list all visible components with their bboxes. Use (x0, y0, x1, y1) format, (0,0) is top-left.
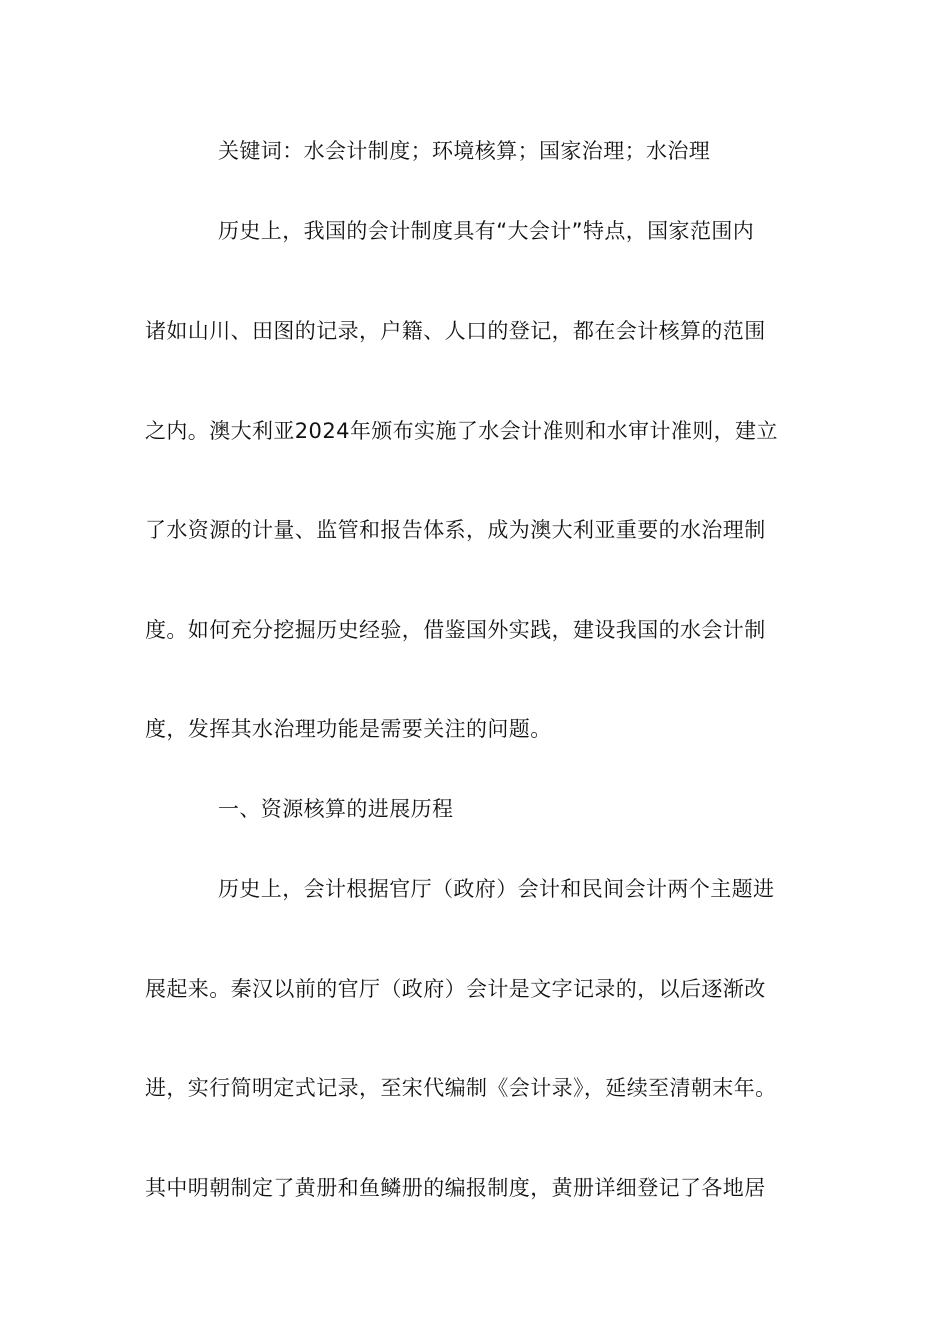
paragraph-line: 之内。澳大利亚2024年颁布实施了水会计准则和水审计准则，建立 (145, 419, 778, 443)
paragraph-line: 度，发挥其水治理功能是需要关注的问题。 (145, 717, 552, 741)
section-heading: 一、资源核算的进展历程 (218, 797, 454, 821)
paragraph-line: 诸如山川、田图的记录，户籍、人口的登记，都在会计核算的范围 (145, 319, 766, 343)
paragraph-line: 历史上，我国的会计制度具有“大会计”特点，国家范围内 (218, 219, 755, 243)
paragraph-line: 其中明朝制定了黄册和鱼鳞册的编报制度，黄册详细登记了各地居 (145, 1176, 766, 1200)
paragraph-line: 了水资源的计量、监管和报告体系，成为澳大利亚重要的水治理制 (145, 518, 766, 542)
keywords-line: 关键词：水会计制度；环境核算；国家治理；水治理 (218, 139, 711, 163)
paragraph-line: 进，实行简明定式记录，至宋代编制《会计录》，延续至清朝末年。 (145, 1076, 777, 1100)
paragraph-line: 展起来。秦汉以前的官厅（政府）会计是文字记录的，以后逐渐改 (145, 977, 766, 1001)
paragraph-line: 历史上，会计根据官厅（政府）会计和民间会计两个主题进 (218, 877, 775, 901)
paragraph-line: 度。如何充分挖掘历史经验，借鉴国外实践，建设我国的水会计制 (145, 618, 766, 642)
